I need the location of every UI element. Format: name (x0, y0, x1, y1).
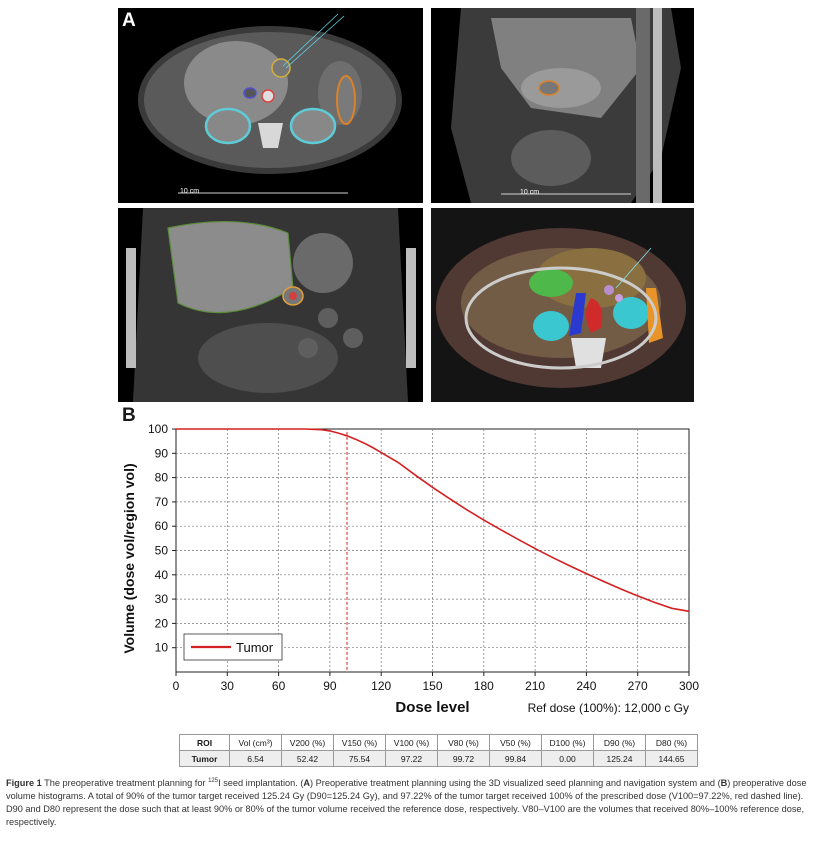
caption-b-ref: B (720, 778, 728, 789)
y-tick-label: 80 (154, 470, 168, 485)
table-header-cell: D90 (%) (594, 735, 646, 751)
x-axis-label: Dose level (395, 699, 470, 716)
x-tick-label: 30 (220, 679, 234, 693)
table-header-cell: V80 (%) (438, 735, 490, 751)
table-cell: 99.72 (438, 751, 490, 767)
x-tick-label: 120 (371, 679, 392, 693)
table-header-cell: V50 (%) (490, 735, 542, 751)
dose-table (179, 734, 698, 767)
dvh-chart (110, 404, 700, 730)
x-tick-label: 0 (172, 679, 180, 693)
table-header-cell: D100 (%) (542, 735, 594, 751)
figure-label: Figure 1 (6, 778, 42, 789)
x-tick-label: 150 (422, 679, 443, 693)
dvh-chart-svg (110, 404, 700, 730)
ref-dose-label: Ref dose (100%): 12,000 c Gy (527, 701, 689, 715)
table-cell: 52.42 (282, 751, 334, 767)
3d-render-image (431, 208, 694, 402)
y-tick-label: 30 (154, 592, 168, 607)
x-tick-label: 60 (271, 679, 286, 693)
x-tick-label: 240 (576, 679, 597, 693)
table-header-cell: ROI (180, 735, 230, 751)
table-cell: 6.54 (230, 751, 282, 767)
table-header-cell: Vol (cm³) (230, 735, 282, 751)
table-header-cell: V100 (%) (386, 735, 438, 751)
y-tick-label: 20 (154, 616, 168, 631)
coronal-ct-image (118, 208, 423, 402)
table-cell: 75.54 (334, 751, 386, 767)
panel-label-a: A (122, 10, 136, 31)
caption-intro-before: The preoperative treatment planning for (41, 778, 209, 789)
caption-a-ref: A (303, 778, 311, 789)
x-tick-label: 180 (473, 679, 494, 693)
panel-label-b: B (122, 405, 136, 426)
axial-scale-label: 10 cm (180, 188, 200, 195)
y-tick-label: 40 (154, 567, 168, 582)
sagittal-ct-image (431, 8, 694, 203)
figure-caption (6, 775, 811, 829)
axial-ct-image (118, 8, 423, 203)
y-tick-label: 50 (154, 543, 168, 558)
y-tick-label: 90 (154, 446, 168, 461)
table-cell: 97.22 (386, 751, 438, 767)
caption-intro-after: I seed implantation. ( (218, 778, 304, 789)
y-tick-label: 70 (154, 494, 168, 509)
table-cell: 125.24 (594, 751, 646, 767)
sagittal-scale-label: 10 cm (520, 189, 540, 196)
table-cell: 0.00 (542, 751, 594, 767)
caption-mid: ) Preoperative treatment planning using the 3D visualized seed planning and navigation system and ( (310, 778, 721, 789)
x-tick-label: 300 (678, 679, 700, 693)
caption-isotope: 125 (208, 778, 219, 784)
y-tick-label: 10 (154, 640, 168, 655)
table-header-cell: V200 (%) (282, 735, 334, 751)
x-tick-label: 270 (627, 679, 648, 693)
caption-rest: ) preoperative dose volume histograms. A total of 90% of the tumor target received 125.24 Gy (D90=125.24 Gy), and 97.22% of the tumor target received 100% of the prescribed dose (V100=97.22%, red dashed line). D90 and D80 represent the dose such that at least 90% or 80% of the tumor volume received the reference dose, respectively. V80–V100 are the volumes that received 80%–100% reference dose, respectively. (6, 778, 807, 828)
x-tick-label: 210 (525, 679, 546, 693)
y-tick-label: 60 (154, 519, 168, 534)
table-header-cell: D80 (%) (646, 735, 698, 751)
y-tick-label: 100 (147, 422, 168, 436)
table-cell: 99.84 (490, 751, 542, 767)
dose-table-row (180, 751, 698, 767)
y-axis-label: Volume (dose vol/region vol) (121, 463, 137, 654)
table-cell: Tumor (180, 751, 230, 767)
table-cell: 144.65 (646, 751, 698, 767)
table-header-cell: V150 (%) (334, 735, 386, 751)
legend-label: Tumor (236, 640, 274, 655)
dose-table-header-row (180, 735, 698, 751)
x-tick-label: 90 (323, 679, 337, 693)
